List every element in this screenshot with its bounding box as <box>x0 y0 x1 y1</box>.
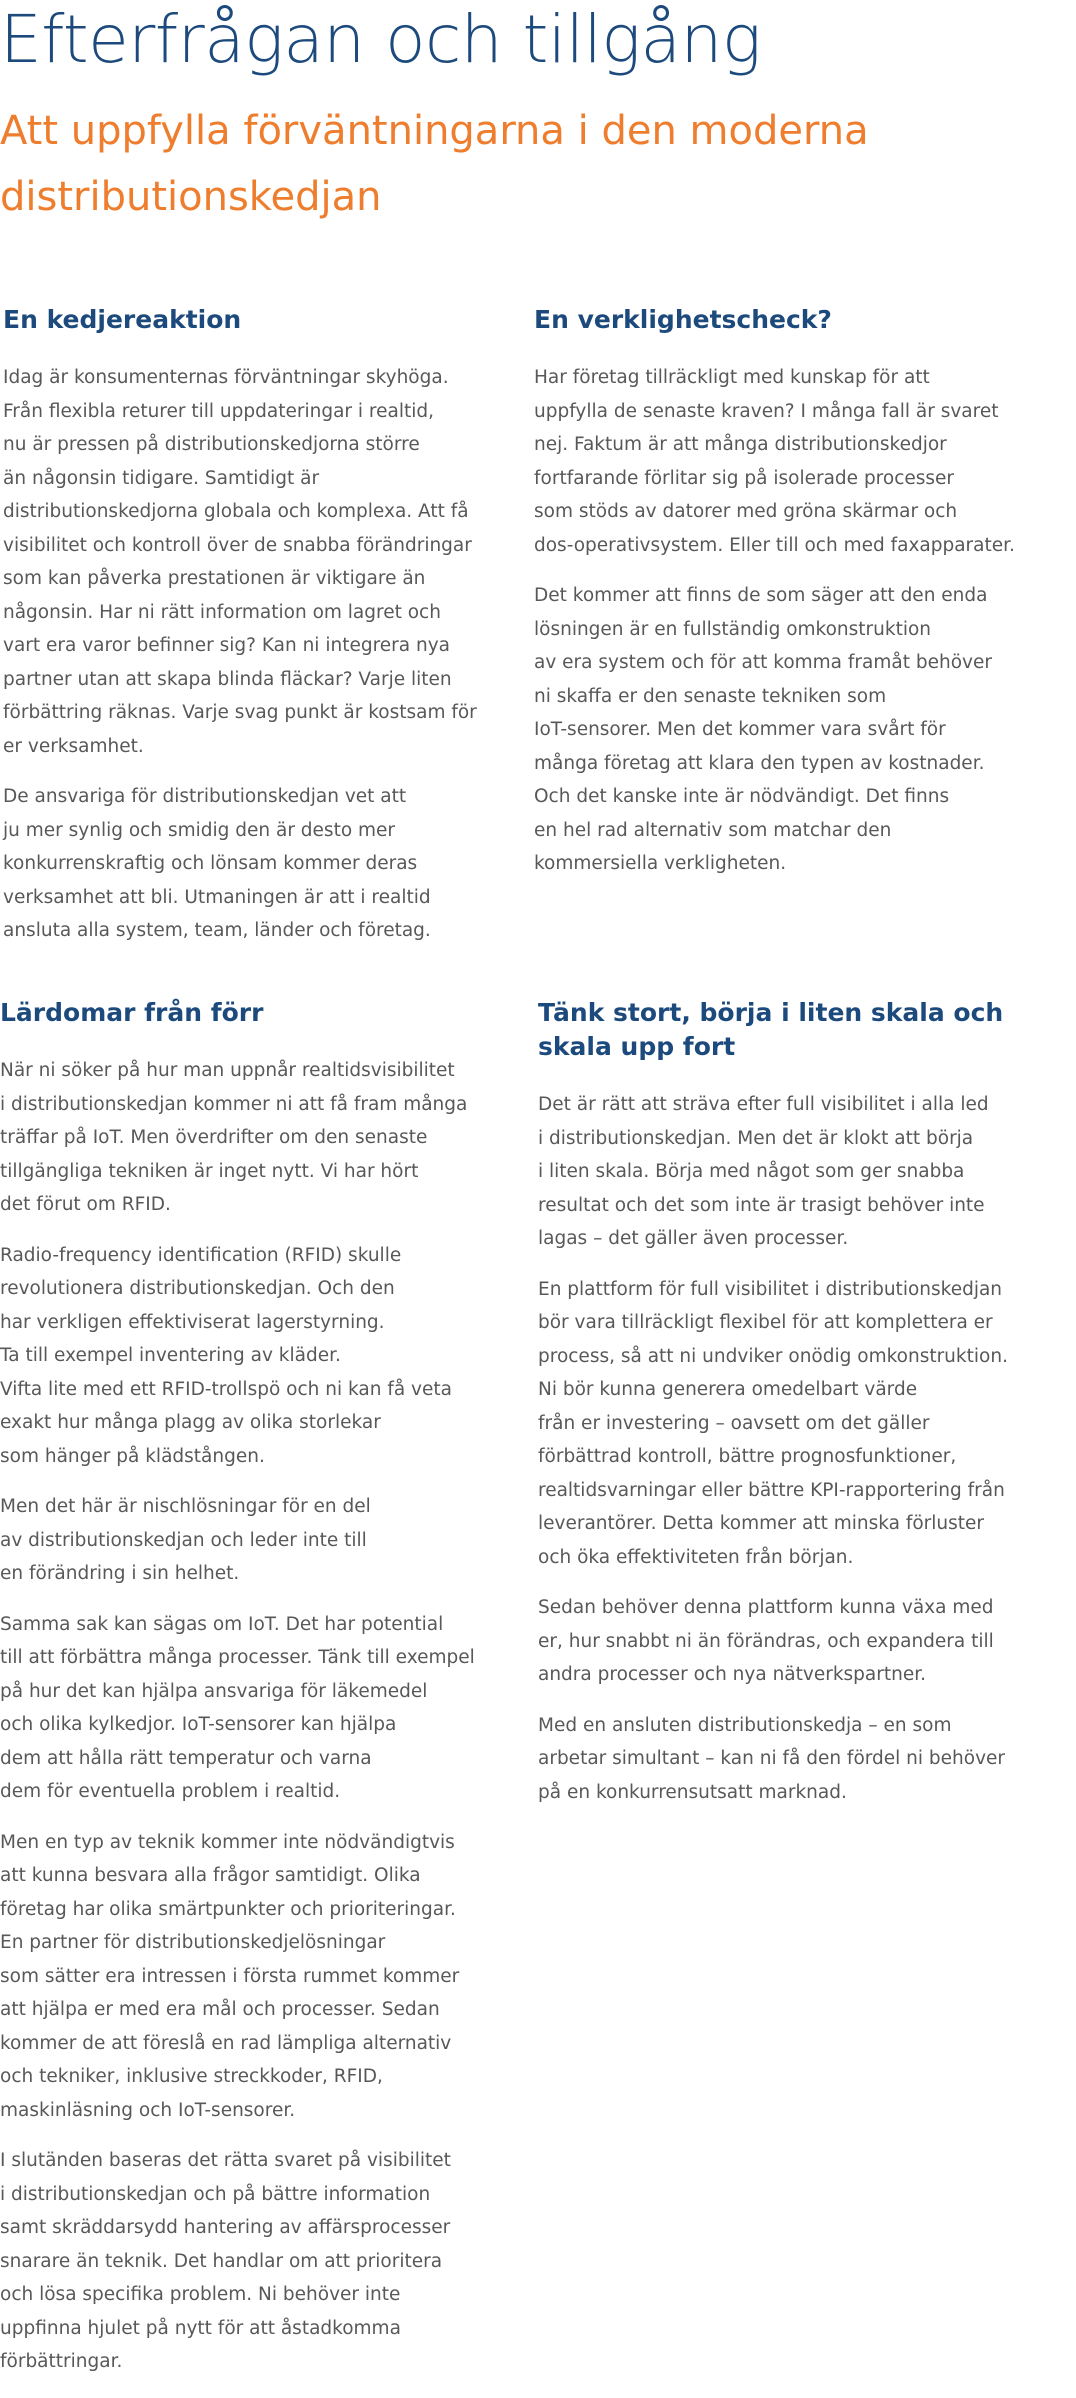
section-paragraph: Har företag tillräckligt med kunskap för att uppfylla de senaste kraven? I många fall är svaret nej. Faktum är att många distributionskedjor fortfarande förlitar sig på isolerade processer som stöds av datorer med gröna skärmar och dos-operativsystem. Eller till och med faxapparater. <box>534 367 1015 556</box>
section-paragraph: Det är rätt att sträva efter full visibilitet i alla led i distributionskedjan. Men det är klokt att börja i liten skala. Börja med något som ger snabba resultat och det som inte är trasigt behöver inte lagas – det gäller även processer. <box>538 1094 989 1249</box>
section-paragraph: I slutänden baseras det rätta svaret på visibilitet i distributionskedjan och på bättre information samt skräddarsydd hantering av affärsprocesser snarare än teknik. Det handlar om att prioritera och lösa specifika problem. Ni behöver inte uppfinna hjulet på nytt för att åstadkomma förbättringar. <box>0 2150 451 2372</box>
section-paragraph: Men en typ av teknik kommer inte nödvändigtvis att kunna besvara alla frågor samtidigt. Olika företag har olika smärtpunkter och prioriteringar. En partner för distributionskedjelösningar som sätter era intressen i första rummet kommer att hjälpa er med era mål och processer. Sedan kommer de att föreslå en rad lämpliga alternativ och tekniker, inklusive streckkoder, RFID, maskinläsning och IoT-sensorer. <box>0 1831 460 2121</box>
section-heading: Lärdomar från förr <box>0 998 264 1027</box>
section-paragraph: De ansvariga för distributionskedjan vet att ju mer synlig och smidig den är desto mer konkurrenskraftig och lönsam kommer deras verksamhet att bli. Utmaningen är att i realtid ansluta alla system, team, länder och företag. <box>3 786 431 941</box>
section-paragraph: Med en ansluten distributionskedja – en som arbetar simultant – kan ni få den fördel ni behöver på en konkurrensutsatt marknad. <box>538 1714 1006 1803</box>
section-paragraph: Men det här är nischlösningar för en del av distributionskedjan och leder inte till en förändring i sin helhet. <box>0 1496 371 1584</box>
section-en-verklighetscheck <box>534 303 1054 898</box>
section-paragraph: Sedan behöver denna plattform kunna växa med er, hur snabbt ni än förändras, och expandera till andra processer och nya nätverkspartner. <box>538 1597 994 1685</box>
section-paragraph: Samma sak kan sägas om IoT. Det har potential till att förbättra många processer. Tänk till exempel på hur det kan hjälpa ansvariga för läkemedel och olika kylkedjor. IoT-sensorer kan hjälpa dem att hålla rätt temperatur och varna dem för eventuella problem i realtid. <box>0 1613 475 1802</box>
section-heading: En kedjereaktion <box>3 305 242 334</box>
section-tank-stort <box>538 996 1068 1826</box>
section-paragraph: Det kommer att finns de som säger att den enda lösningen är en fullständig omkonstruktion av era system och för att komma framåt behöver ni skaffa er den senaste tekniken som IoT-sensorer. Men det kommer vara svårt för många företag att klara den typen av kostnader. Och det kanske inte är nödvändigt. Det finns en hel rad alternativ som matchar den kommersiella verkligheten. <box>534 585 992 874</box>
section-paragraph: Radio-frequency identification (RFID) skulle revolutionera distributionskedjan. Och den har verkligen effektiviserat lagerstyrning. Ta till exempel inventering av kläder. Vifta lite med ett RFID-trollspö och ni kan få veta exakt hur många plagg av olika storlekar som hänger på klädstången. <box>0 1244 452 1467</box>
section-lardomar-fran-forr <box>0 996 520 2396</box>
section-paragraph: Idag är konsumenternas förväntningar skyhöga. Från flexibla returer till uppdateringar i realtid, nu är pressen på distributionskedjorna större än någonsin tidigare. Samtidigt är distributionskedjorna globala och komplexa. Att få visibilitet och kontroll över de snabba förändringar som kan påverka prestationen är viktigare än någonsin. Har ni rätt information om lagret och vart era varor befinner sig? Kan ni integrera nya partner utan att skapa blinda fläckar? Varje liten förbättring räknas. Varje svag punkt är kostsam för er verksamhet. <box>3 367 477 757</box>
section-heading: Tänk stort, börja i liten skala och skala upp fort <box>538 998 1004 1061</box>
section-en-kedjereaktion <box>3 303 518 965</box>
section-paragraph: När ni söker på hur man uppnår realtidsvisibilitet i distributionskedjan kommer ni att få fram många träffar på IoT. Men överdrifter om den senaste tillgängliga tekniken är inget nytt. Vi har hört det förut om RFID. <box>0 1060 468 1215</box>
page-title: Efterfrågan och tillgång <box>0 1 761 78</box>
section-paragraph: En plattform för full visibilitet i distributionskedjan bör vara tillräckligt flexibel för att komplettera er process, så att ni undviker onödig omkonstruktion. Ni bör kunna generera omedelbart värde från er investering – oavsett om det gäller förbättrad kontroll, bättre prognosfunktioner, realtidsvarningar eller bättre KPI-rapportering från leverantörer. Detta kommer att minska förluster och öka effektiviteten från början. <box>538 1278 1008 1568</box>
page-subtitle: Att uppfylla förväntningarna i den moderna distributionskedjan <box>0 108 869 220</box>
section-heading: En verklighetscheck? <box>534 305 832 334</box>
